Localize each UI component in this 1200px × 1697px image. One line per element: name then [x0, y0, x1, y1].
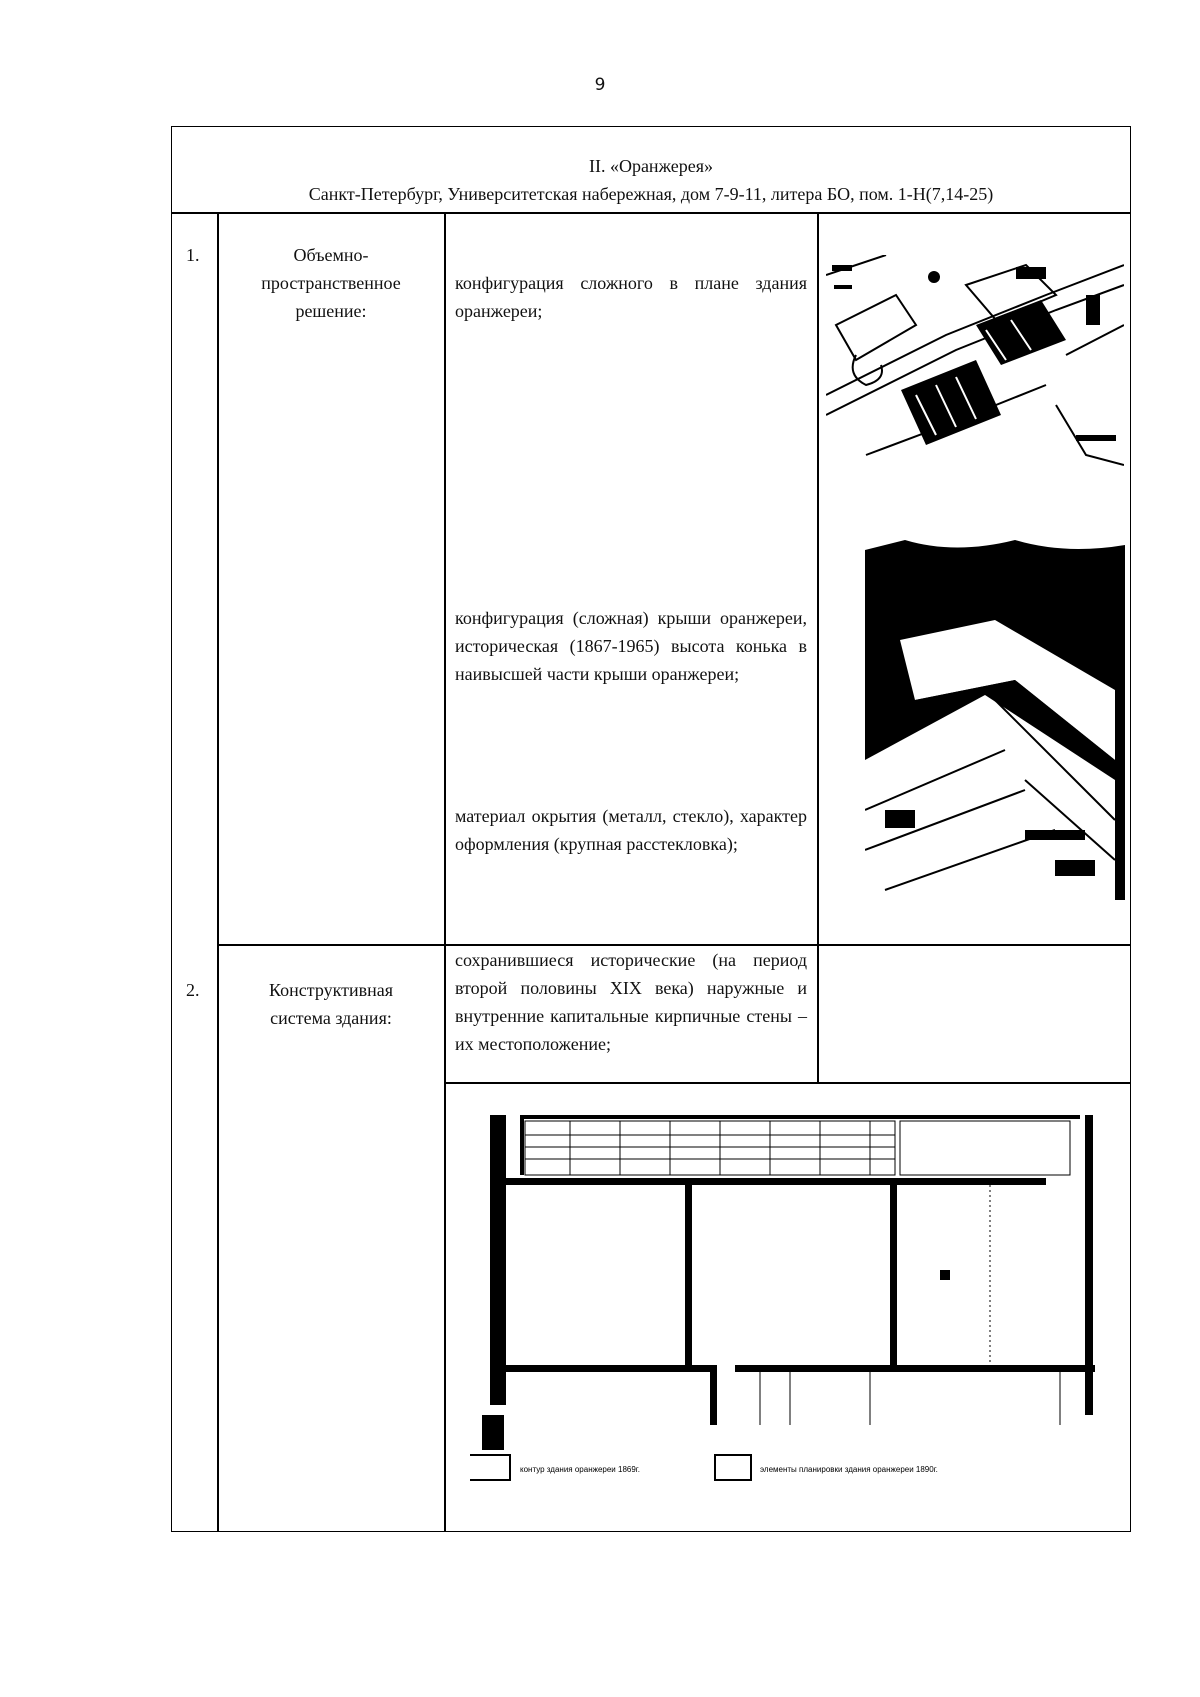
- table-rule: [217, 212, 219, 1532]
- row-number: 1.: [186, 245, 200, 265]
- section-header: [172, 152, 1130, 208]
- row-item: материал окрытия (металл, стекло), характер оформления (крупная расстекловка);: [455, 806, 807, 854]
- legend-label: элементы планировки здания оранжереи 1890г.: [760, 1465, 938, 1474]
- row-item: сохранившиеся исторические (на период второй половины XIX века) наружные и внутренние капитальные кирпичные стены – их местоположение;: [455, 950, 807, 1054]
- section-title: II. «Оранжерея»: [588, 156, 714, 176]
- legend-label: контур здания оранжереи 1869г.: [520, 1465, 640, 1474]
- row-item: конфигурация сложного в плане здания оранжереи;: [455, 273, 807, 321]
- aerial-site-plan-image: [826, 255, 1124, 475]
- floor-plan-drawing: [470, 1095, 1120, 1515]
- row-category: Конструктивная система здания:: [269, 980, 393, 1028]
- table-rule: [817, 212, 819, 1082]
- table-rule: [171, 212, 1131, 214]
- table-rule: [444, 1082, 1131, 1084]
- row-item: конфигурация (сложная) крыши оранжереи, историческая (1867-1965) высота конька в наивысшей части крыши оранжереи;: [455, 608, 807, 684]
- roof-photo-image: [865, 530, 1125, 900]
- page-number: 9: [594, 75, 606, 95]
- row-number: 2.: [186, 980, 200, 1000]
- table-rule: [444, 212, 446, 1532]
- section-address: Санкт-Петербург, Университетская набережная, дом 7-9-11, литера БО, пом. 1-Н(7,14-25): [308, 184, 994, 204]
- row-category: Объемно- пространственное решение:: [261, 245, 401, 321]
